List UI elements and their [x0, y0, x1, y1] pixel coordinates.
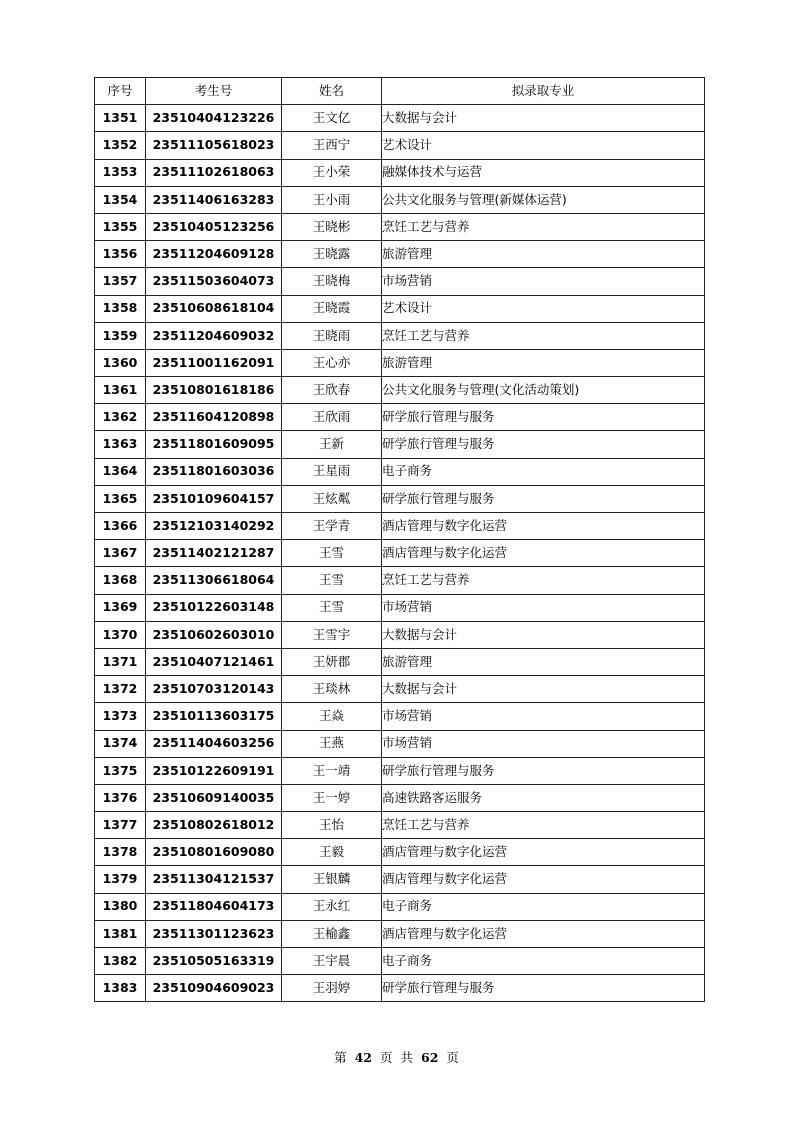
cell-seq: 1374	[95, 730, 146, 757]
cell-exam-number: 23511204609128	[146, 241, 282, 268]
cell-name: 王文亿	[282, 105, 382, 132]
cell-name: 王焱	[282, 703, 382, 730]
cell-exam-number: 23510405123256	[146, 213, 282, 240]
table-header-row	[95, 78, 705, 105]
table-row	[95, 839, 705, 866]
cell-seq: 1368	[95, 567, 146, 594]
cell-exam-number: 23510802618012	[146, 812, 282, 839]
cell-name: 王心亦	[282, 349, 382, 376]
cell-major: 公共文化服务与管理(文化活动策划)	[382, 377, 705, 404]
cell-major: 市场营销	[382, 703, 705, 730]
cell-major: 艺术设计	[382, 295, 705, 322]
cell-name: 王怡	[282, 812, 382, 839]
table-row	[95, 866, 705, 893]
cell-exam-number: 23510122603148	[146, 594, 282, 621]
cell-seq: 1382	[95, 948, 146, 975]
cell-major: 烹饪工艺与营养	[382, 322, 705, 349]
table-row	[95, 268, 705, 295]
table-body	[95, 105, 705, 1002]
table-row	[95, 676, 705, 703]
table-row	[95, 186, 705, 213]
footer-page-word: 页	[379, 1050, 393, 1065]
cell-seq: 1360	[95, 349, 146, 376]
table-row	[95, 322, 705, 349]
cell-seq: 1351	[95, 105, 146, 132]
table-row	[95, 349, 705, 376]
cell-major: 市场营销	[382, 730, 705, 757]
cell-exam-number: 23511001162091	[146, 349, 282, 376]
cell-exam-number: 23510109604157	[146, 485, 282, 512]
cell-seq: 1380	[95, 893, 146, 920]
cell-seq: 1364	[95, 458, 146, 485]
cell-exam-number: 23511406163283	[146, 186, 282, 213]
cell-exam-number: 23510113603175	[146, 703, 282, 730]
cell-exam-number: 23510608618104	[146, 295, 282, 322]
cell-major: 融媒体技术与运营	[382, 159, 705, 186]
table-row	[95, 703, 705, 730]
cell-exam-number: 23511402121287	[146, 540, 282, 567]
cell-exam-number: 23511801603036	[146, 458, 282, 485]
cell-exam-number: 23510407121461	[146, 648, 282, 675]
table-row	[95, 404, 705, 431]
table-row	[95, 621, 705, 648]
cell-seq: 1372	[95, 676, 146, 703]
cell-name: 王燕	[282, 730, 382, 757]
cell-name: 王晓雨	[282, 322, 382, 349]
cell-major: 市场营销	[382, 594, 705, 621]
cell-name: 王榆鑫	[282, 920, 382, 947]
cell-seq: 1373	[95, 703, 146, 730]
table-row	[95, 648, 705, 675]
cell-exam-number: 23511801609095	[146, 431, 282, 458]
cell-seq: 1383	[95, 975, 146, 1002]
cell-major: 酒店管理与数字化运营	[382, 920, 705, 947]
cell-exam-number: 23511604120898	[146, 404, 282, 431]
cell-name: 王炫粼	[282, 485, 382, 512]
cell-major: 大数据与会计	[382, 621, 705, 648]
table-row	[95, 159, 705, 186]
table-row	[95, 975, 705, 1002]
cell-name: 王妍郡	[282, 648, 382, 675]
cell-exam-number: 23510609140035	[146, 784, 282, 811]
cell-seq: 1357	[95, 268, 146, 295]
cell-name: 王小雨	[282, 186, 382, 213]
cell-name: 王雪	[282, 567, 382, 594]
footer-prefix: 第	[334, 1050, 347, 1065]
cell-exam-number: 23510703120143	[146, 676, 282, 703]
table-row	[95, 431, 705, 458]
footer-suffix: 页	[446, 1050, 459, 1065]
cell-name: 王欣雨	[282, 404, 382, 431]
table-row	[95, 485, 705, 512]
cell-seq: 1376	[95, 784, 146, 811]
cell-major: 酒店管理与数字化运营	[382, 513, 705, 540]
cell-seq: 1371	[95, 648, 146, 675]
cell-name: 王西宁	[282, 132, 382, 159]
cell-major: 高速铁路客运服务	[382, 784, 705, 811]
cell-name: 王宇晨	[282, 948, 382, 975]
cell-seq: 1358	[95, 295, 146, 322]
cell-exam-number: 23511304121537	[146, 866, 282, 893]
cell-exam-number: 23510801609080	[146, 839, 282, 866]
cell-major: 烹饪工艺与营养	[382, 812, 705, 839]
table-row	[95, 513, 705, 540]
cell-seq: 1378	[95, 839, 146, 866]
cell-exam-number: 23511204609032	[146, 322, 282, 349]
cell-major: 酒店管理与数字化运营	[382, 540, 705, 567]
cell-exam-number: 23510602603010	[146, 621, 282, 648]
cell-seq: 1359	[95, 322, 146, 349]
cell-seq: 1375	[95, 757, 146, 784]
cell-name: 王雪	[282, 540, 382, 567]
table-row	[95, 893, 705, 920]
cell-seq: 1362	[95, 404, 146, 431]
cell-exam-number: 23510904609023	[146, 975, 282, 1002]
cell-name: 王一婷	[282, 784, 382, 811]
cell-major: 研学旅行管理与服务	[382, 431, 705, 458]
table-row	[95, 920, 705, 947]
table-row	[95, 594, 705, 621]
cell-exam-number: 23511102618063	[146, 159, 282, 186]
table-row	[95, 784, 705, 811]
cell-major: 旅游管理	[382, 241, 705, 268]
cell-seq: 1377	[95, 812, 146, 839]
cell-major: 公共文化服务与管理(新媒体运营)	[382, 186, 705, 213]
cell-exam-number: 23510505163319	[146, 948, 282, 975]
admission-table	[94, 77, 705, 1002]
cell-exam-number: 23512103140292	[146, 513, 282, 540]
cell-major: 研学旅行管理与服务	[382, 404, 705, 431]
page-footer	[0, 1048, 793, 1066]
cell-name: 王雪	[282, 594, 382, 621]
cell-name: 王晓霞	[282, 295, 382, 322]
cell-name: 王欣春	[282, 377, 382, 404]
cell-major: 烹饪工艺与营养	[382, 213, 705, 240]
cell-seq: 1356	[95, 241, 146, 268]
cell-exam-number: 23511105618023	[146, 132, 282, 159]
cell-major: 旅游管理	[382, 349, 705, 376]
cell-major: 电子商务	[382, 948, 705, 975]
cell-major: 研学旅行管理与服务	[382, 975, 705, 1002]
total-page-number: 62	[421, 1050, 439, 1065]
cell-name: 王琰林	[282, 676, 382, 703]
table-row	[95, 458, 705, 485]
cell-major: 电子商务	[382, 458, 705, 485]
header-exam-number: 考生号	[146, 78, 282, 105]
footer-total-word: 共	[400, 1050, 414, 1065]
cell-name: 王毅	[282, 839, 382, 866]
cell-exam-number: 23510122609191	[146, 757, 282, 784]
cell-major: 市场营销	[382, 268, 705, 295]
cell-seq: 1367	[95, 540, 146, 567]
cell-name: 王星雨	[282, 458, 382, 485]
table-row	[95, 295, 705, 322]
cell-major: 大数据与会计	[382, 105, 705, 132]
header-seq: 序号	[95, 78, 146, 105]
cell-seq: 1369	[95, 594, 146, 621]
table-row	[95, 812, 705, 839]
cell-name: 王银麟	[282, 866, 382, 893]
cell-name: 王晓梅	[282, 268, 382, 295]
cell-name: 王学青	[282, 513, 382, 540]
cell-major: 研学旅行管理与服务	[382, 757, 705, 784]
cell-major: 电子商务	[382, 893, 705, 920]
cell-exam-number: 23510404123226	[146, 105, 282, 132]
table-row	[95, 948, 705, 975]
table-row	[95, 567, 705, 594]
cell-major: 大数据与会计	[382, 676, 705, 703]
table-row	[95, 377, 705, 404]
cell-seq: 1353	[95, 159, 146, 186]
cell-name: 王雪宇	[282, 621, 382, 648]
cell-exam-number: 23511404603256	[146, 730, 282, 757]
cell-major: 研学旅行管理与服务	[382, 485, 705, 512]
table-row	[95, 540, 705, 567]
table-row	[95, 105, 705, 132]
cell-major: 艺术设计	[382, 132, 705, 159]
current-page-number: 42	[354, 1050, 372, 1065]
table-row	[95, 241, 705, 268]
cell-seq: 1379	[95, 866, 146, 893]
cell-exam-number: 23511503604073	[146, 268, 282, 295]
table-row	[95, 132, 705, 159]
cell-seq: 1352	[95, 132, 146, 159]
cell-name: 王新	[282, 431, 382, 458]
cell-seq: 1366	[95, 513, 146, 540]
cell-seq: 1365	[95, 485, 146, 512]
cell-major: 酒店管理与数字化运营	[382, 866, 705, 893]
cell-seq: 1370	[95, 621, 146, 648]
cell-name: 王永红	[282, 893, 382, 920]
header-major: 拟录取专业	[382, 78, 705, 105]
table-row	[95, 730, 705, 757]
header-name: 姓名	[282, 78, 382, 105]
cell-seq: 1381	[95, 920, 146, 947]
cell-seq: 1355	[95, 213, 146, 240]
table-row	[95, 213, 705, 240]
cell-major: 酒店管理与数字化运营	[382, 839, 705, 866]
cell-seq: 1361	[95, 377, 146, 404]
cell-seq: 1354	[95, 186, 146, 213]
cell-exam-number: 23510801618186	[146, 377, 282, 404]
cell-seq: 1363	[95, 431, 146, 458]
cell-name: 王晓露	[282, 241, 382, 268]
cell-major: 旅游管理	[382, 648, 705, 675]
cell-name: 王小荣	[282, 159, 382, 186]
cell-major: 烹饪工艺与营养	[382, 567, 705, 594]
table-row	[95, 757, 705, 784]
cell-exam-number: 23511301123623	[146, 920, 282, 947]
cell-exam-number: 23511306618064	[146, 567, 282, 594]
cell-exam-number: 23511804604173	[146, 893, 282, 920]
cell-name: 王羽婷	[282, 975, 382, 1002]
cell-name: 王一靖	[282, 757, 382, 784]
cell-name: 王晓彬	[282, 213, 382, 240]
